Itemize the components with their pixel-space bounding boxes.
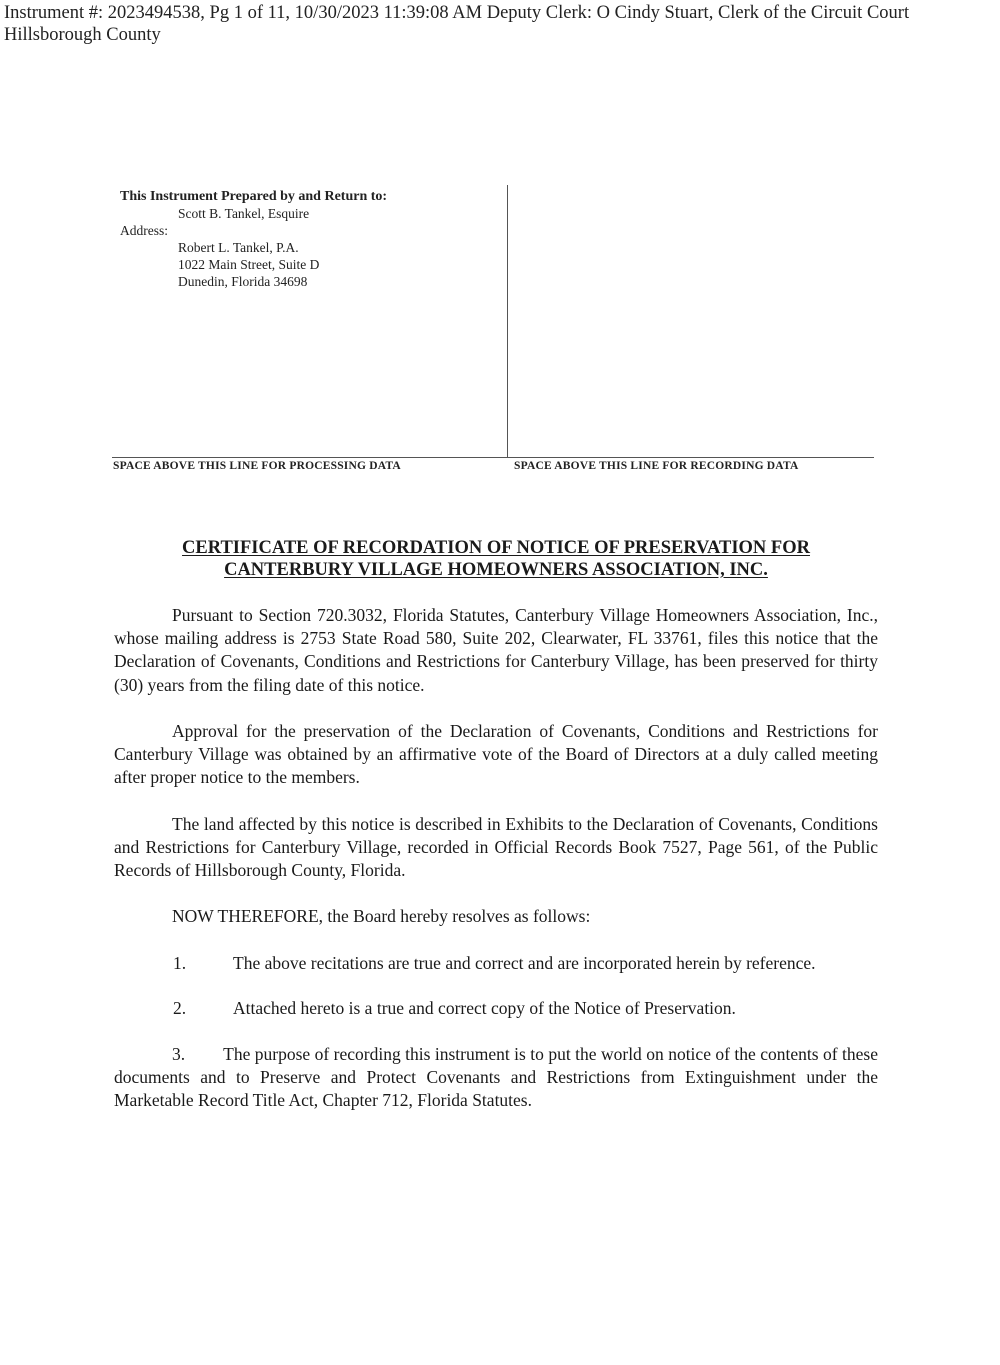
preparer-name: Scott B. Tankel, Esquire	[178, 206, 310, 221]
paragraph-resolution	[114, 905, 878, 928]
paragraph-statute-text: Pursuant to Section 720.3032, Florida Statutes, Canterbury Village Homeowners Association, Inc., whose mailing address is 2753 State Road 580, Suite 202, Clearwater, FL 33761, files this notice that the Declaration of Covenants, Conditions and Restrictions for Canterbury Village, has been preserved for thirty (30) years from the filing date of this notice.	[114, 605, 878, 695]
processing-data-label: SPACE ABOVE THIS LINE FOR PROCESSING DATA	[113, 460, 401, 472]
title-line-1: CERTIFICATE OF RECORDATION OF NOTICE OF PRESERVATION FOR	[182, 538, 810, 558]
paragraph-land	[114, 813, 878, 883]
paragraph-resolution-text: NOW THEREFORE, the Board hereby resolves as follows:	[172, 906, 591, 926]
list-item	[114, 1043, 878, 1113]
title-line-2: CANTERBURY VILLAGE HOMEOWNERS ASSOCIATION, INC.	[224, 560, 768, 580]
paragraph-approval-text: Approval for the preservation of the Declaration of Covenants, Conditions and Restrictions for Canterbury Village was obtained by an affirmative vote of the Board of Directors at a duly called meeting after proper notice to the members.	[114, 721, 878, 788]
list-item-text: The above recitations are true and correct and are incorporated herein by reference.	[233, 953, 816, 973]
paragraph-approval	[114, 720, 878, 790]
address-label: Address:	[120, 223, 168, 238]
prepared-by-header: This Instrument Prepared by and Return to:	[120, 189, 388, 204]
paragraph-land-text: The land affected by this notice is described in Exhibits to the Declaration of Covenants, Conditions and Restrictions for Canterbury Village, recorded in Official Records Book 7527, Page 561, of the Public Records of Hillsborough County, Florida.	[114, 814, 878, 881]
preparer-firm: Robert L. Tankel, P.A.	[178, 240, 299, 255]
vertical-divider	[507, 185, 508, 457]
document-title	[112, 537, 880, 581]
preparer-city: Dunedin, Florida 34698	[178, 274, 308, 289]
list-item-number: 1.	[173, 953, 187, 973]
list-item-number: 3.	[172, 1044, 186, 1064]
list-item-text: The purpose of recording this instrument is to put the world on notice of the contents of these documents and to Preserve and Protect Covenants and Restrictions from Extinguishment under the Marketable Record Title Act, Chapter 712, Florida Statutes.	[114, 1044, 878, 1111]
list-item-number: 2.	[173, 998, 187, 1018]
list-item-text: Attached hereto is a true and correct copy of the Notice of Preservation.	[233, 998, 736, 1018]
prepared-by-block	[120, 188, 500, 290]
preparer-street: 1022 Main Street, Suite D	[178, 257, 320, 272]
recording-data-label: SPACE ABOVE THIS LINE FOR RECORDING DATA	[514, 460, 799, 472]
paragraph-statute	[114, 604, 878, 697]
recording-stamp: Instrument #: 2023494538, Pg 1 of 11, 10/30/2023 11:39:08 AM Deputy Clerk: O Cindy Stuart, Clerk of the Circuit Court Hillsborough County	[4, 3, 910, 45]
horizontal-divider	[112, 457, 874, 458]
